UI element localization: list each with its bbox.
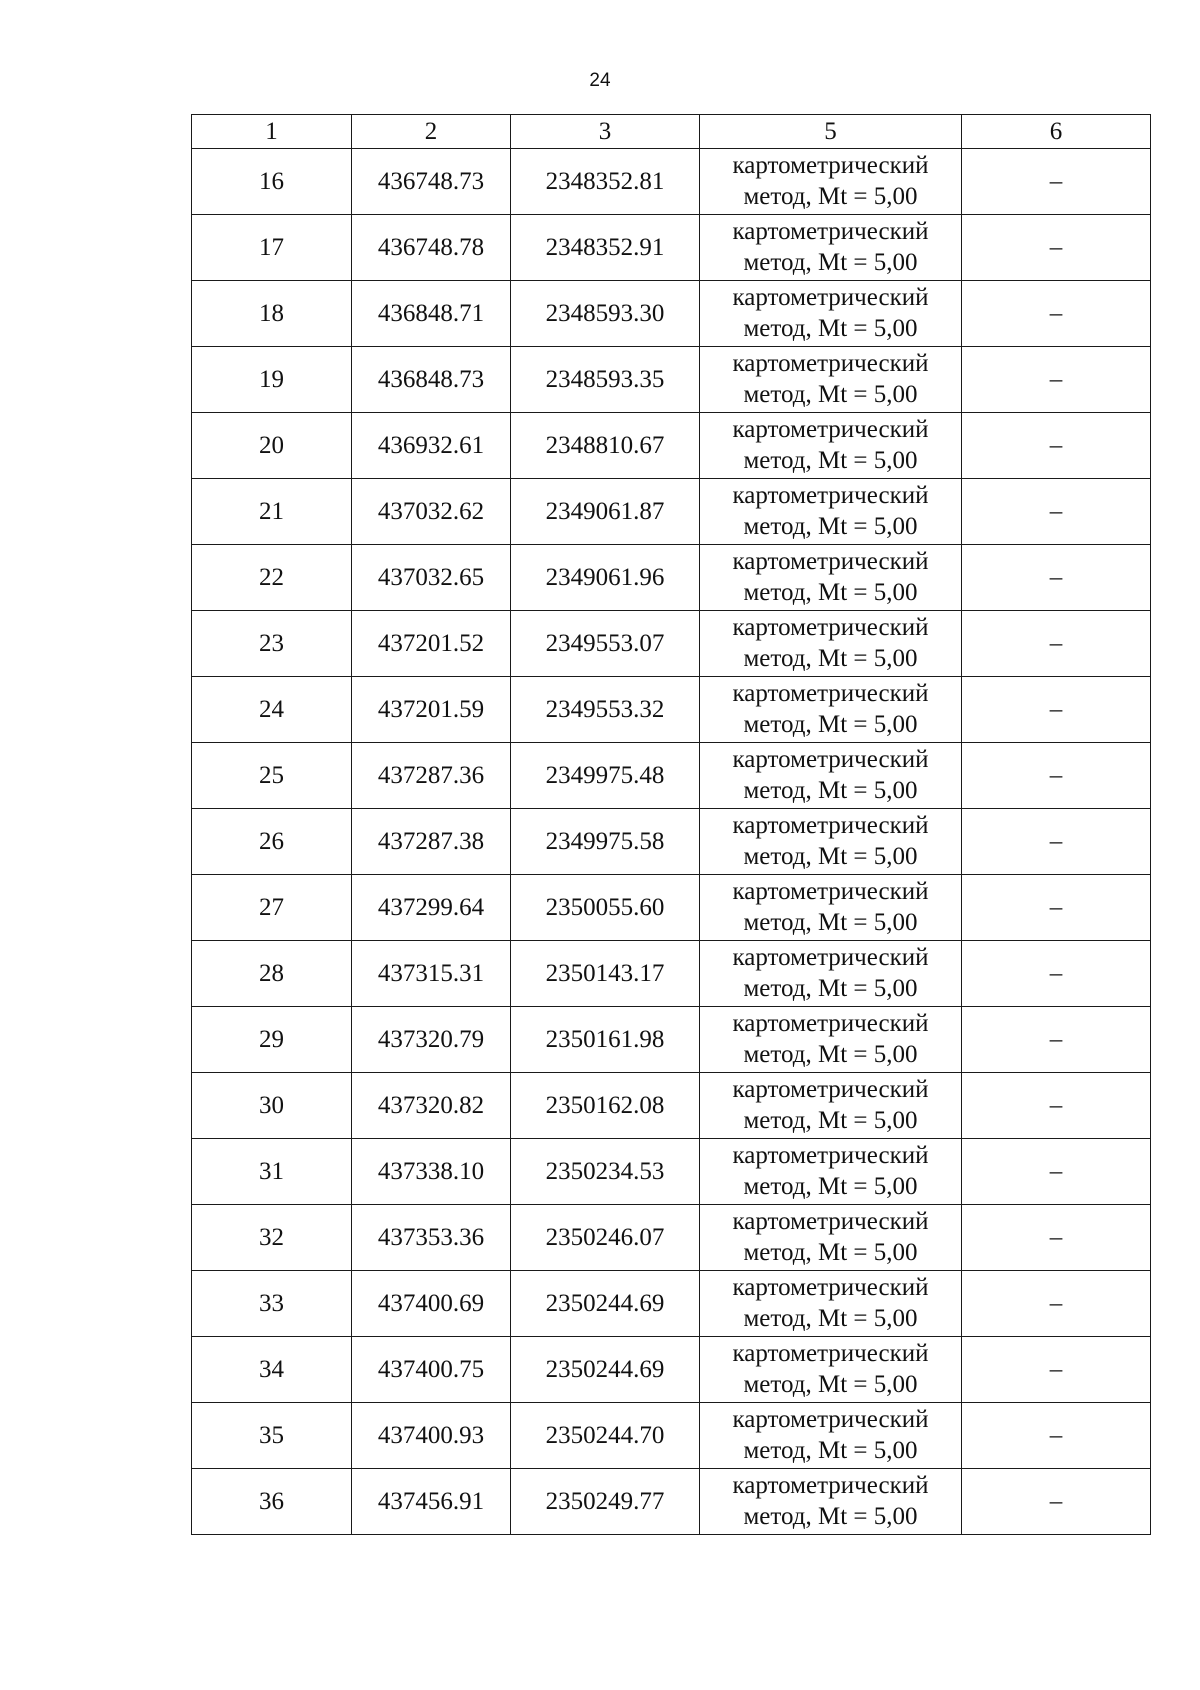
y-coordinate-cell: 2348593.30 xyxy=(511,281,700,347)
point-number-cell: 24 xyxy=(192,677,352,743)
table-row xyxy=(192,347,1151,413)
point-number-cell: 17 xyxy=(192,215,352,281)
table-row xyxy=(192,1007,1151,1073)
note-cell: – xyxy=(962,611,1151,677)
method-cell xyxy=(700,215,962,281)
table-row xyxy=(192,1271,1151,1337)
method-line-1: картометрический xyxy=(732,745,929,773)
x-coordinate-cell: 436748.78 xyxy=(352,215,511,281)
method-line-2: метод, Mt = 5,00 xyxy=(743,776,918,804)
method-cell xyxy=(700,875,962,941)
method-line-2: метод, Mt = 5,00 xyxy=(743,1502,918,1530)
y-coordinate-cell: 2349553.07 xyxy=(511,611,700,677)
method-cell xyxy=(700,149,962,215)
method-cell xyxy=(700,347,962,413)
y-coordinate-cell: 2348593.35 xyxy=(511,347,700,413)
y-coordinate-cell: 2349975.48 xyxy=(511,743,700,809)
method-line-2: метод, Mt = 5,00 xyxy=(743,1436,918,1464)
y-coordinate-cell: 2349553.32 xyxy=(511,677,700,743)
x-coordinate-cell: 437400.69 xyxy=(352,1271,511,1337)
x-coordinate-cell: 436932.61 xyxy=(352,413,511,479)
note-cell: – xyxy=(962,875,1151,941)
note-cell: – xyxy=(962,1073,1151,1139)
point-number-cell: 22 xyxy=(192,545,352,611)
method-line-2: метод, Mt = 5,00 xyxy=(743,578,918,606)
table-row xyxy=(192,1469,1151,1535)
method-line-2: метод, Mt = 5,00 xyxy=(743,710,918,738)
note-cell: – xyxy=(962,941,1151,1007)
note-cell: – xyxy=(962,1337,1151,1403)
table-row xyxy=(192,1139,1151,1205)
method-line-1: картометрический xyxy=(732,1207,929,1235)
method-line-2: метод, Mt = 5,00 xyxy=(743,842,918,870)
header-col-2: 2 xyxy=(352,115,511,149)
note-cell: – xyxy=(962,347,1151,413)
y-coordinate-cell: 2348352.91 xyxy=(511,215,700,281)
x-coordinate-cell: 437353.36 xyxy=(352,1205,511,1271)
x-coordinate-cell: 437032.62 xyxy=(352,479,511,545)
note-cell: – xyxy=(962,809,1151,875)
y-coordinate-cell: 2348352.81 xyxy=(511,149,700,215)
method-line-1: картометрический xyxy=(732,481,929,509)
method-line-2: метод, Mt = 5,00 xyxy=(743,182,918,210)
note-cell: – xyxy=(962,1007,1151,1073)
method-line-1: картометрический xyxy=(732,1273,929,1301)
point-number-cell: 36 xyxy=(192,1469,352,1535)
y-coordinate-cell: 2350249.77 xyxy=(511,1469,700,1535)
method-line-2: метод, Mt = 5,00 xyxy=(743,1106,918,1134)
table-row xyxy=(192,149,1151,215)
y-coordinate-cell: 2349061.87 xyxy=(511,479,700,545)
y-coordinate-cell: 2350244.69 xyxy=(511,1271,700,1337)
method-cell xyxy=(700,1139,962,1205)
note-cell: – xyxy=(962,1205,1151,1271)
point-number-cell: 18 xyxy=(192,281,352,347)
method-line-2: метод, Mt = 5,00 xyxy=(743,512,918,540)
header-col-3: 3 xyxy=(511,115,700,149)
method-line-2: метод, Mt = 5,00 xyxy=(743,446,918,474)
method-cell xyxy=(700,281,962,347)
point-number-cell: 32 xyxy=(192,1205,352,1271)
header-row xyxy=(192,115,1151,149)
point-number-cell: 25 xyxy=(192,743,352,809)
method-line-2: метод, Mt = 5,00 xyxy=(743,974,918,1002)
table-body xyxy=(192,149,1151,1535)
table-row xyxy=(192,1403,1151,1469)
method-cell xyxy=(700,1007,962,1073)
header-col-5: 5 xyxy=(700,115,962,149)
method-cell xyxy=(700,1271,962,1337)
method-line-2: метод, Mt = 5,00 xyxy=(743,1238,918,1266)
x-coordinate-cell: 437315.31 xyxy=(352,941,511,1007)
method-line-2: метод, Mt = 5,00 xyxy=(743,380,918,408)
x-coordinate-cell: 437032.65 xyxy=(352,545,511,611)
y-coordinate-cell: 2350161.98 xyxy=(511,1007,700,1073)
method-cell xyxy=(700,1205,962,1271)
note-cell: – xyxy=(962,1139,1151,1205)
table-row xyxy=(192,413,1151,479)
table-row xyxy=(192,1205,1151,1271)
method-line-1: картометрический xyxy=(732,283,929,311)
method-line-1: картометрический xyxy=(732,1141,929,1169)
y-coordinate-cell: 2350055.60 xyxy=(511,875,700,941)
point-number-cell: 33 xyxy=(192,1271,352,1337)
method-cell xyxy=(700,677,962,743)
method-cell xyxy=(700,1403,962,1469)
x-coordinate-cell: 437320.82 xyxy=(352,1073,511,1139)
method-line-2: метод, Mt = 5,00 xyxy=(743,908,918,936)
method-cell xyxy=(700,1073,962,1139)
x-coordinate-cell: 437287.38 xyxy=(352,809,511,875)
note-cell: – xyxy=(962,743,1151,809)
note-cell: – xyxy=(962,413,1151,479)
method-cell xyxy=(700,479,962,545)
point-number-cell: 35 xyxy=(192,1403,352,1469)
method-cell xyxy=(700,1337,962,1403)
y-coordinate-cell: 2349061.96 xyxy=(511,545,700,611)
header-col-6: 6 xyxy=(962,115,1151,149)
method-cell xyxy=(700,743,962,809)
y-coordinate-cell: 2350244.69 xyxy=(511,1337,700,1403)
x-coordinate-cell: 437201.52 xyxy=(352,611,511,677)
point-number-cell: 31 xyxy=(192,1139,352,1205)
method-line-1: картометрический xyxy=(732,679,929,707)
point-number-cell: 21 xyxy=(192,479,352,545)
point-number-cell: 28 xyxy=(192,941,352,1007)
note-cell: – xyxy=(962,1271,1151,1337)
table-row xyxy=(192,941,1151,1007)
point-number-cell: 29 xyxy=(192,1007,352,1073)
method-line-1: картометрический xyxy=(732,1009,929,1037)
method-line-1: картометрический xyxy=(732,151,929,179)
y-coordinate-cell: 2350143.17 xyxy=(511,941,700,1007)
x-coordinate-cell: 437320.79 xyxy=(352,1007,511,1073)
table-row xyxy=(192,809,1151,875)
method-cell xyxy=(700,809,962,875)
table-row xyxy=(192,479,1151,545)
method-line-1: картометрический xyxy=(732,811,929,839)
x-coordinate-cell: 436748.73 xyxy=(352,149,511,215)
method-line-2: метод, Mt = 5,00 xyxy=(743,1040,918,1068)
method-cell xyxy=(700,941,962,1007)
x-coordinate-cell: 437287.36 xyxy=(352,743,511,809)
method-line-1: картометрический xyxy=(732,1075,929,1103)
table-row xyxy=(192,1337,1151,1403)
method-line-1: картометрический xyxy=(732,349,929,377)
method-line-1: картометрический xyxy=(732,217,929,245)
y-coordinate-cell: 2348810.67 xyxy=(511,413,700,479)
table-row xyxy=(192,611,1151,677)
x-coordinate-cell: 437338.10 xyxy=(352,1139,511,1205)
note-cell: – xyxy=(962,149,1151,215)
x-coordinate-cell: 437201.59 xyxy=(352,677,511,743)
header-col-1: 1 xyxy=(192,115,352,149)
note-cell: – xyxy=(962,281,1151,347)
page-number: 24 xyxy=(589,70,611,91)
table-row xyxy=(192,743,1151,809)
method-cell xyxy=(700,545,962,611)
method-line-1: картометрический xyxy=(732,1339,929,1367)
point-number-cell: 26 xyxy=(192,809,352,875)
note-cell: – xyxy=(962,1403,1151,1469)
note-cell: – xyxy=(962,215,1151,281)
coordinates-table xyxy=(191,114,1151,1535)
point-number-cell: 30 xyxy=(192,1073,352,1139)
x-coordinate-cell: 437400.75 xyxy=(352,1337,511,1403)
y-coordinate-cell: 2350162.08 xyxy=(511,1073,700,1139)
method-line-2: метод, Mt = 5,00 xyxy=(743,1172,918,1200)
table-row xyxy=(192,545,1151,611)
table-header xyxy=(192,115,1151,149)
table-row xyxy=(192,1073,1151,1139)
method-line-1: картометрический xyxy=(732,1405,929,1433)
x-coordinate-cell: 437400.93 xyxy=(352,1403,511,1469)
method-line-1: картометрический xyxy=(732,613,929,641)
y-coordinate-cell: 2350246.07 xyxy=(511,1205,700,1271)
y-coordinate-cell: 2350244.70 xyxy=(511,1403,700,1469)
point-number-cell: 23 xyxy=(192,611,352,677)
method-line-2: метод, Mt = 5,00 xyxy=(743,1304,918,1332)
note-cell: – xyxy=(962,479,1151,545)
point-number-cell: 27 xyxy=(192,875,352,941)
method-line-1: картометрический xyxy=(732,415,929,443)
note-cell: – xyxy=(962,545,1151,611)
table-row xyxy=(192,215,1151,281)
x-coordinate-cell: 437299.64 xyxy=(352,875,511,941)
method-line-1: картометрический xyxy=(732,943,929,971)
method-line-1: картометрический xyxy=(732,877,929,905)
point-number-cell: 34 xyxy=(192,1337,352,1403)
point-number-cell: 16 xyxy=(192,149,352,215)
method-line-2: метод, Mt = 5,00 xyxy=(743,1370,918,1398)
method-cell xyxy=(700,611,962,677)
table-row xyxy=(192,875,1151,941)
x-coordinate-cell: 436848.73 xyxy=(352,347,511,413)
method-line-1: картометрический xyxy=(732,1471,929,1499)
x-coordinate-cell: 437456.91 xyxy=(352,1469,511,1535)
method-cell xyxy=(700,1469,962,1535)
method-line-2: метод, Mt = 5,00 xyxy=(743,644,918,672)
method-line-2: метод, Mt = 5,00 xyxy=(743,314,918,342)
note-cell: – xyxy=(962,677,1151,743)
table-row xyxy=(192,677,1151,743)
method-line-1: картометрический xyxy=(732,547,929,575)
table-row xyxy=(192,281,1151,347)
point-number-cell: 20 xyxy=(192,413,352,479)
method-cell xyxy=(700,413,962,479)
x-coordinate-cell: 436848.71 xyxy=(352,281,511,347)
y-coordinate-cell: 2349975.58 xyxy=(511,809,700,875)
y-coordinate-cell: 2350234.53 xyxy=(511,1139,700,1205)
method-line-2: метод, Mt = 5,00 xyxy=(743,248,918,276)
point-number-cell: 19 xyxy=(192,347,352,413)
note-cell: – xyxy=(962,1469,1151,1535)
